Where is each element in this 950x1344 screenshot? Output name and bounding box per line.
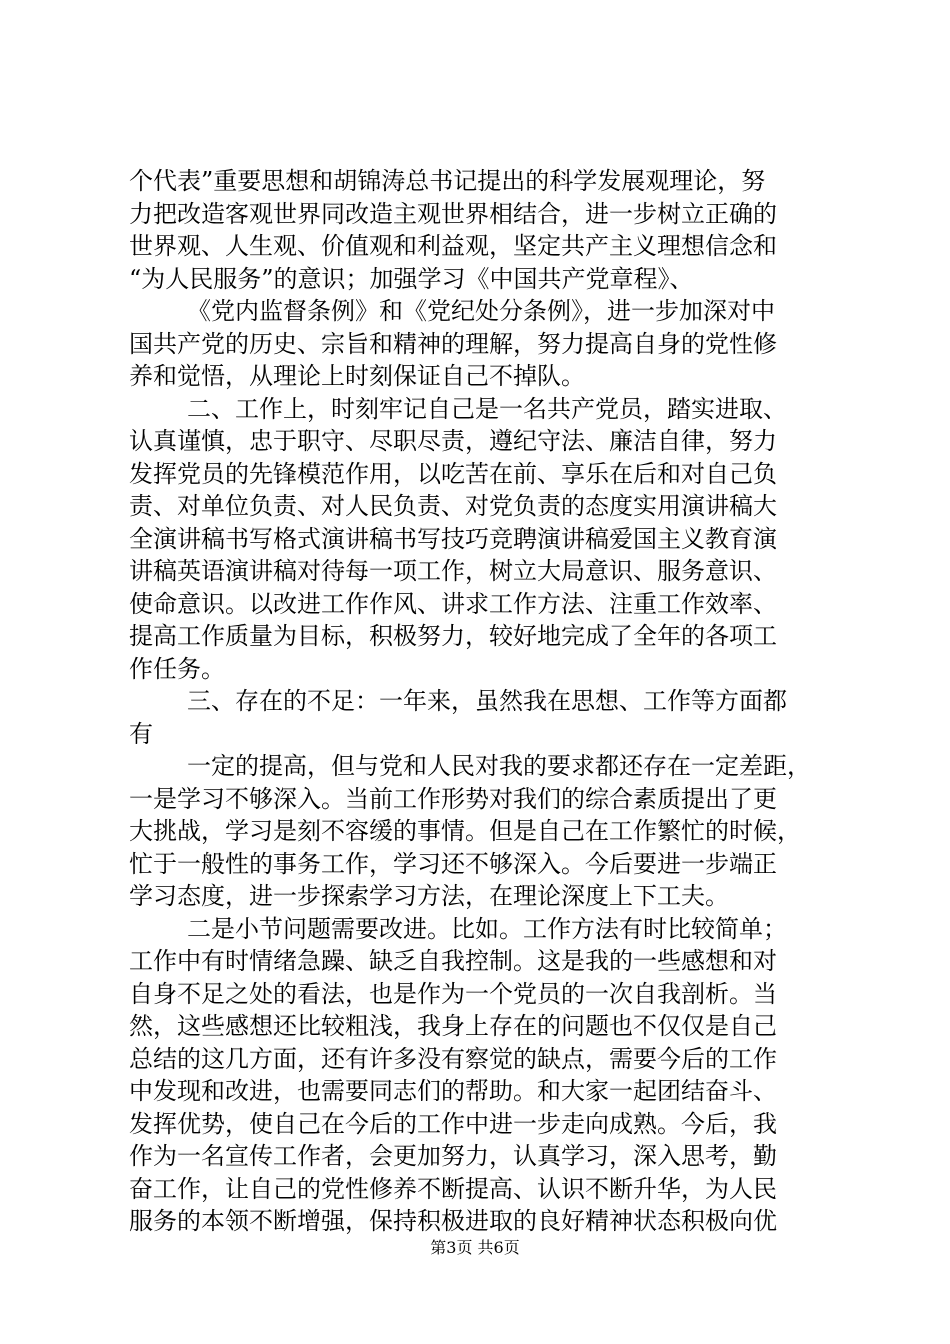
text-line: 然，这些感想还比较粗浅，我身上存在的问题也不仅仅是自己 — [129, 1012, 777, 1040]
text-line: 奋工作，让自己的党性修养不断提高、认识不断升华，为人民 — [129, 1174, 777, 1203]
page-number-footer: 第3页 共6页 — [430, 1238, 520, 1257]
text-line: 大挑战，学习是刻不容缓的事情。但是自己在工作繁忙的时候， — [129, 817, 801, 845]
text-line: 三、存在的不足：一年来，虽然我在思想、工作等方面都 — [187, 687, 787, 715]
text-line: 世界观、人生观、价值观和利益观，坚定共产主义理想信念和 — [129, 232, 777, 260]
text-line: 《党内监督条例》和《党纪处分条例》，进一步加深对中 — [187, 297, 775, 325]
document-body — [129, 165, 841, 1238]
text-line: 忙于一般性的事务工作，学习还不够深入。今后要进一步端正 — [129, 849, 777, 878]
text-line: 二、工作上，时刻牢记自己是一名共产党员，踏实进取、 — [187, 394, 787, 423]
text-line: 自身不足之处的看法，也是作为一个党员的一次自我剖析。当 — [129, 979, 777, 1008]
text-line: 国共产党的历史、宗旨和精神的理解，努力提高自身的党性修 — [129, 329, 777, 358]
text-line: 作任务。 — [129, 654, 225, 683]
text-line: 总结的这几方面，还有许多没有察觉的缺点，需要今后的工作 — [129, 1044, 777, 1073]
text-line: 发挥优势，使自己在今后的工作中进一步走向成熟。今后，我 — [129, 1109, 777, 1138]
text-line: 有 — [129, 719, 153, 748]
text-line: 工作中有时情绪急躁、缺乏自我控制。这是我的一些感想和对 — [129, 947, 777, 975]
text-line: “为人民服务”的意识；加强学习《中国共产党章程》、 — [129, 264, 694, 293]
text-line: 服务的本领不断增强，保持积极进取的良好精神状态积极向优 — [129, 1207, 777, 1235]
text-line: 一是学习不够深入。当前工作形势对我们的综合素质提出了更 — [129, 784, 777, 813]
text-line: 力把改造客观世界同改造主观世界相结合，进一步树立正确的 — [129, 199, 777, 228]
text-line: 讲稿英语演讲稿对待每一项工作，树立大局意识、服务意识、 — [129, 557, 777, 585]
text-line: 使命意识。以改进工作作风、讲求工作方法、注重工作效率、 — [129, 589, 777, 618]
text-line: 发挥党员的先锋模范作用，以吃苦在前、享乐在后和对自己负 — [129, 459, 777, 488]
text-line: 学习态度，进一步探索学习方法，在理论深度上下工夫。 — [129, 882, 729, 910]
text-line: 中发现和改进，也需要同志们的帮助。和大家一起团结奋斗、 — [129, 1077, 777, 1105]
text-line: 一定的提高，但与党和人民对我的要求都还存在一定差距， — [187, 752, 811, 780]
text-line: 二是小节问题需要改进。比如。工作方法有时比较简单； — [187, 914, 787, 943]
text-line: 养和觉悟，从理论上时刻保证自己不掉队。 — [129, 362, 585, 390]
text-line: 作为一名宣传工作者，会更加努力，认真学习，深入思考，勤 — [129, 1142, 777, 1170]
text-line: 个代表”重要思想和胡锦涛总书记提出的科学发展观理论，努 — [129, 167, 766, 195]
text-line: 认真谨慎，忠于职守、尽职尽责，遵纪守法、廉洁自律，努力 — [129, 427, 777, 455]
text-line: 全演讲稿书写格式演讲稿书写技巧竞聘演讲稿爱国主义教育演 — [129, 524, 777, 553]
text-line: 提高工作质量为目标，积极努力，较好地完成了全年的各项工 — [129, 622, 777, 650]
text-line: 责、对单位负责、对人民负责、对党负责的态度实用演讲稿大 — [129, 492, 777, 520]
